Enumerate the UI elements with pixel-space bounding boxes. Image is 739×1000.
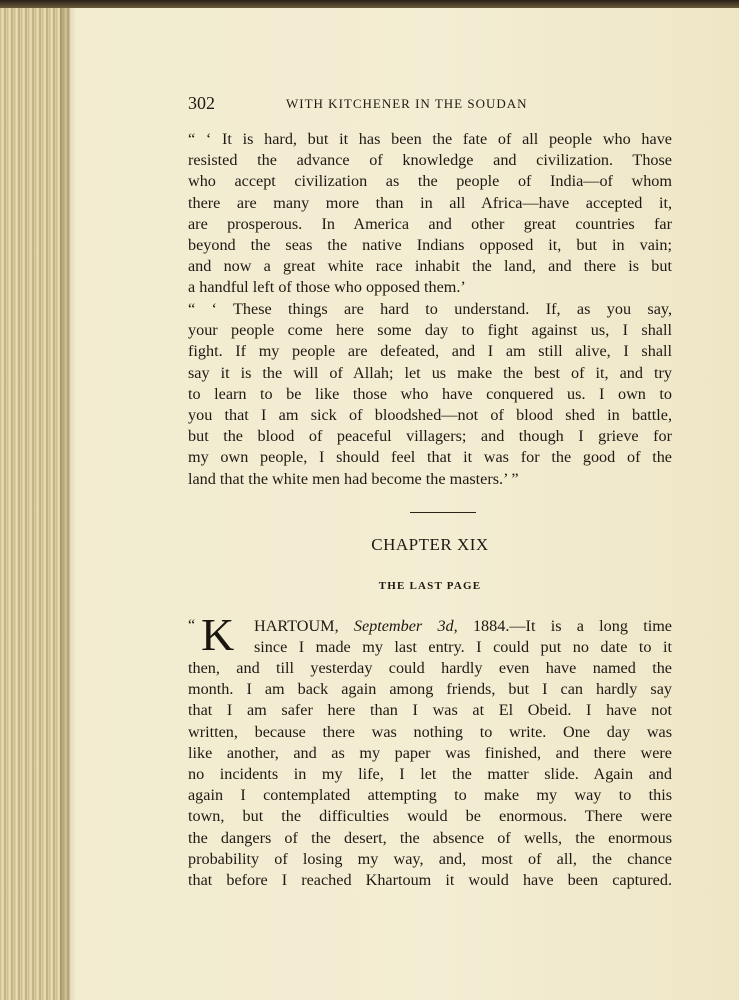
text-line: fight. If my people are defeated, and I am still alive, I shall <box>188 342 672 361</box>
text-line: a handful left of those who opposed them.’ <box>188 278 466 297</box>
text-line: but the blood of peaceful villagers; and though I grieve for <box>188 427 672 446</box>
text-line: since I made my last entry. I could put no date to it <box>254 638 672 656</box>
text-line: that before I reached Khartoum it would have been captured. <box>188 871 672 889</box>
text-line: beyond the seas the native Indians opposed it, but in vain; <box>188 236 672 254</box>
drop-cap: K <box>201 609 235 660</box>
text-line <box>254 617 672 636</box>
running-title: WITH KITCHENER IN THE SOUDAN <box>286 96 528 111</box>
text-line: there are many more than in all Africa—have accepted it, <box>188 193 672 212</box>
text-line: probability of losing my way, and, most of all, the chance <box>188 849 672 868</box>
text-line: you that I am sick of bloodshed—not of blood shed in battle, <box>188 406 672 424</box>
text-line: to learn to be like those who have conquered us. I own to <box>188 384 672 403</box>
text-line: written, because there was nothing to write. One day was <box>188 722 672 741</box>
running-header <box>188 93 672 113</box>
text-line: no incidents in my life, I let the matter slide. Again and <box>188 765 672 783</box>
chapter-divider <box>410 512 476 513</box>
text-line: “ ‘ These things are hard to understand. If, as you say, <box>188 300 672 318</box>
page-top-edge <box>0 0 739 8</box>
text-line: land that the white men had become the masters.’ ” <box>188 469 519 488</box>
text-line: “ ‘ It is hard, but it has been the fate of all people who have <box>188 130 672 148</box>
page-number: 302 <box>188 93 215 113</box>
text-line: say it is the will of Allah; let us make the best of it, and try <box>188 363 672 382</box>
text-fragment: HARTOUM, <box>254 617 354 635</box>
text-line: like another, and as my paper was finished, and there were <box>188 743 672 762</box>
text-fragment: 1884.—It is a long time <box>457 617 672 635</box>
chapter-subtitle: THE LAST PAGE <box>378 580 482 592</box>
text-line: are prosperous. In America and other great countries far <box>188 214 672 233</box>
text-line: that I am safer here than I was at El Obeid. I have not <box>188 701 672 720</box>
text-line: your people come here some day to fight against us, I shall <box>188 321 672 340</box>
text-line: town, but the difficulties would be enormous. There were <box>188 807 672 826</box>
text-line: again I contemplated attempting to make my way to this <box>188 786 672 805</box>
text-line: then, and till yesterday could hardly even have named the <box>188 659 672 677</box>
text-line: resisted the advance of knowledge and civilization. Those <box>188 151 672 170</box>
date-italic: September 3d, <box>353 617 458 635</box>
text-line: my own people, I should feel that it was for the good of the <box>188 448 672 467</box>
text-line: the dangers of the desert, the absence of wells, the enormous <box>188 828 672 847</box>
gutter-shadow <box>60 8 76 1000</box>
chapter-title: CHAPTER XIX <box>371 535 489 554</box>
open-quote: “ <box>188 617 196 634</box>
text-line: who accept civilization as the people of India—of whom <box>188 172 672 191</box>
text-line: month. I am back again among friends, but I can hardly say <box>188 680 672 699</box>
text-line: and now a great white race inhabit the land, and there is but <box>188 257 672 276</box>
